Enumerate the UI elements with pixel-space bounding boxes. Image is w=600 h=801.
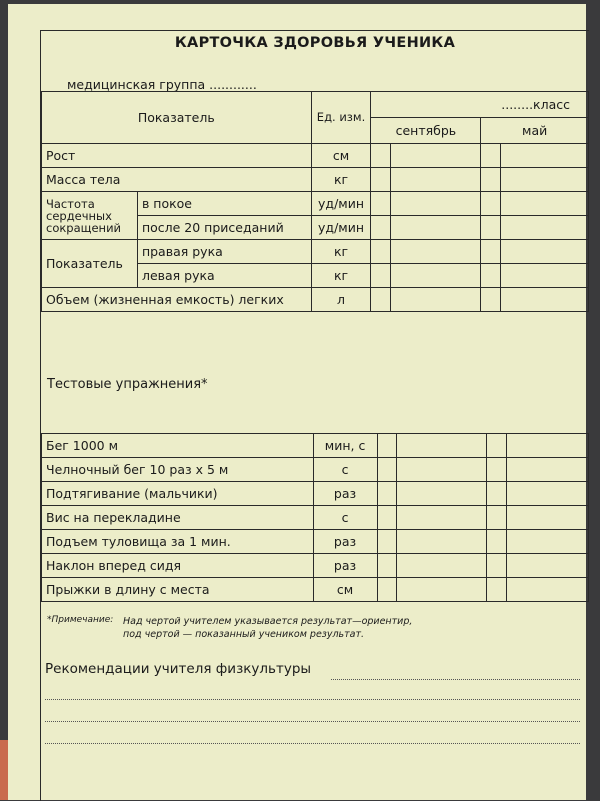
cell[interactable] — [377, 458, 397, 482]
cell[interactable] — [481, 192, 501, 216]
row-lungs-label: Объем (жизненная емкость) легких — [42, 288, 312, 312]
tests-title: Тестовые упражнения* — [47, 377, 208, 392]
test-unit: с — [313, 458, 377, 482]
cell[interactable] — [501, 264, 589, 288]
test-label: Бег 1000 м — [42, 434, 314, 458]
cell[interactable] — [487, 578, 507, 602]
cell[interactable] — [371, 144, 391, 168]
measurements-table — [41, 91, 589, 312]
cell[interactable] — [371, 192, 391, 216]
cell[interactable] — [481, 168, 501, 192]
cell[interactable] — [507, 506, 589, 530]
header-unit: Ед. изм. — [311, 92, 371, 144]
cell[interactable] — [507, 458, 589, 482]
test-label: Вис на перекладине — [42, 506, 314, 530]
test-unit: раз — [313, 482, 377, 506]
test-unit: см — [313, 578, 377, 602]
test-label: Прыжки в длину с места — [42, 578, 314, 602]
test-unit: раз — [313, 530, 377, 554]
row-heart-rate-label: Частота сердечных сокращений — [42, 192, 138, 240]
row-weight-label: Масса тела — [42, 168, 312, 192]
test-label: Челночный бег 10 раз х 5 м — [42, 458, 314, 482]
cell[interactable] — [371, 240, 391, 264]
header-september: сентябрь — [371, 118, 481, 144]
cell[interactable] — [481, 240, 501, 264]
row-height-label: Рост — [42, 144, 312, 168]
cell[interactable] — [501, 240, 589, 264]
cell[interactable] — [391, 216, 481, 240]
cell[interactable] — [501, 288, 589, 312]
cell[interactable] — [397, 482, 487, 506]
health-card-frame — [40, 30, 589, 801]
cell[interactable] — [487, 554, 507, 578]
header-class[interactable]: ........класс — [371, 92, 589, 118]
row-right-hand-unit: кг — [311, 240, 371, 264]
cell[interactable] — [507, 482, 589, 506]
header-may: май — [481, 118, 589, 144]
note-text — [123, 615, 412, 641]
row-right-hand-label: правая рука — [137, 240, 311, 264]
row-lungs-unit: л — [311, 288, 371, 312]
cell[interactable] — [391, 240, 481, 264]
cell[interactable] — [487, 530, 507, 554]
cell[interactable] — [391, 264, 481, 288]
row-heart-after-label: после 20 приседаний — [137, 216, 311, 240]
cell[interactable] — [501, 192, 589, 216]
medical-group-field[interactable]: медицинская группа ............ — [67, 77, 257, 92]
cell[interactable] — [397, 434, 487, 458]
cell[interactable] — [377, 482, 397, 506]
cell[interactable] — [487, 458, 507, 482]
row-heart-rest-label: в покое — [137, 192, 311, 216]
cell[interactable] — [391, 144, 481, 168]
test-unit: раз — [313, 554, 377, 578]
recommendations-label: Рекомендации учителя физкультуры — [45, 661, 312, 677]
cell[interactable] — [371, 264, 391, 288]
note-line-1: Над чертой учителем указывается результат—ориентир, — [123, 616, 413, 627]
cell[interactable] — [507, 434, 589, 458]
test-label: Подтягивание (мальчики) — [42, 482, 314, 506]
header-indicator: Показатель — [42, 92, 312, 144]
test-label: Наклон вперед сидя — [42, 554, 314, 578]
notebook-page — [8, 4, 586, 800]
cell[interactable] — [397, 530, 487, 554]
cell[interactable] — [397, 554, 487, 578]
cell[interactable] — [377, 530, 397, 554]
cell[interactable] — [397, 578, 487, 602]
cell[interactable] — [377, 578, 397, 602]
cell[interactable] — [391, 288, 481, 312]
cell[interactable] — [481, 264, 501, 288]
recommendations-line[interactable] — [331, 679, 580, 680]
cell[interactable] — [397, 506, 487, 530]
row-height-unit: см — [311, 144, 371, 168]
page-title: КАРТОЧКА ЗДОРОВЬЯ УЧЕНИКА — [174, 35, 456, 51]
cell[interactable] — [501, 216, 589, 240]
cell[interactable] — [391, 192, 481, 216]
tests-table — [41, 433, 589, 602]
row-heart-rest-unit: уд/мин — [311, 192, 371, 216]
test-label: Подъем туловища за 1 мин. — [42, 530, 314, 554]
note-label: *Примечание: — [47, 615, 114, 625]
cell[interactable] — [507, 554, 589, 578]
cell[interactable] — [501, 144, 589, 168]
cell[interactable] — [487, 434, 507, 458]
row-dynamometry-label: Показатель — [42, 240, 138, 288]
row-left-hand-unit: кг — [311, 264, 371, 288]
cell[interactable] — [481, 216, 501, 240]
row-weight-unit: кг — [311, 168, 371, 192]
cell[interactable] — [481, 144, 501, 168]
cell[interactable] — [481, 288, 501, 312]
recommendations-line[interactable] — [45, 721, 580, 722]
cell[interactable] — [371, 216, 391, 240]
row-heart-after-unit: уд/мин — [311, 216, 371, 240]
note-line-2: под чертой — показанный учеником результат. — [123, 629, 365, 640]
recommendations-line[interactable] — [45, 699, 580, 700]
test-unit: мин, с — [313, 434, 377, 458]
row-left-hand-label: левая рука — [137, 264, 311, 288]
cell[interactable] — [391, 168, 481, 192]
cell[interactable] — [507, 530, 589, 554]
cell[interactable] — [371, 288, 391, 312]
cell[interactable] — [507, 578, 589, 602]
cell[interactable] — [377, 506, 397, 530]
recommendations-line[interactable] — [45, 743, 580, 744]
cell[interactable] — [487, 482, 507, 506]
test-unit: с — [313, 506, 377, 530]
cell[interactable] — [371, 168, 391, 192]
cell[interactable] — [377, 554, 397, 578]
cell[interactable] — [487, 506, 507, 530]
cell[interactable] — [397, 458, 487, 482]
cell[interactable] — [377, 434, 397, 458]
cell[interactable] — [501, 168, 589, 192]
